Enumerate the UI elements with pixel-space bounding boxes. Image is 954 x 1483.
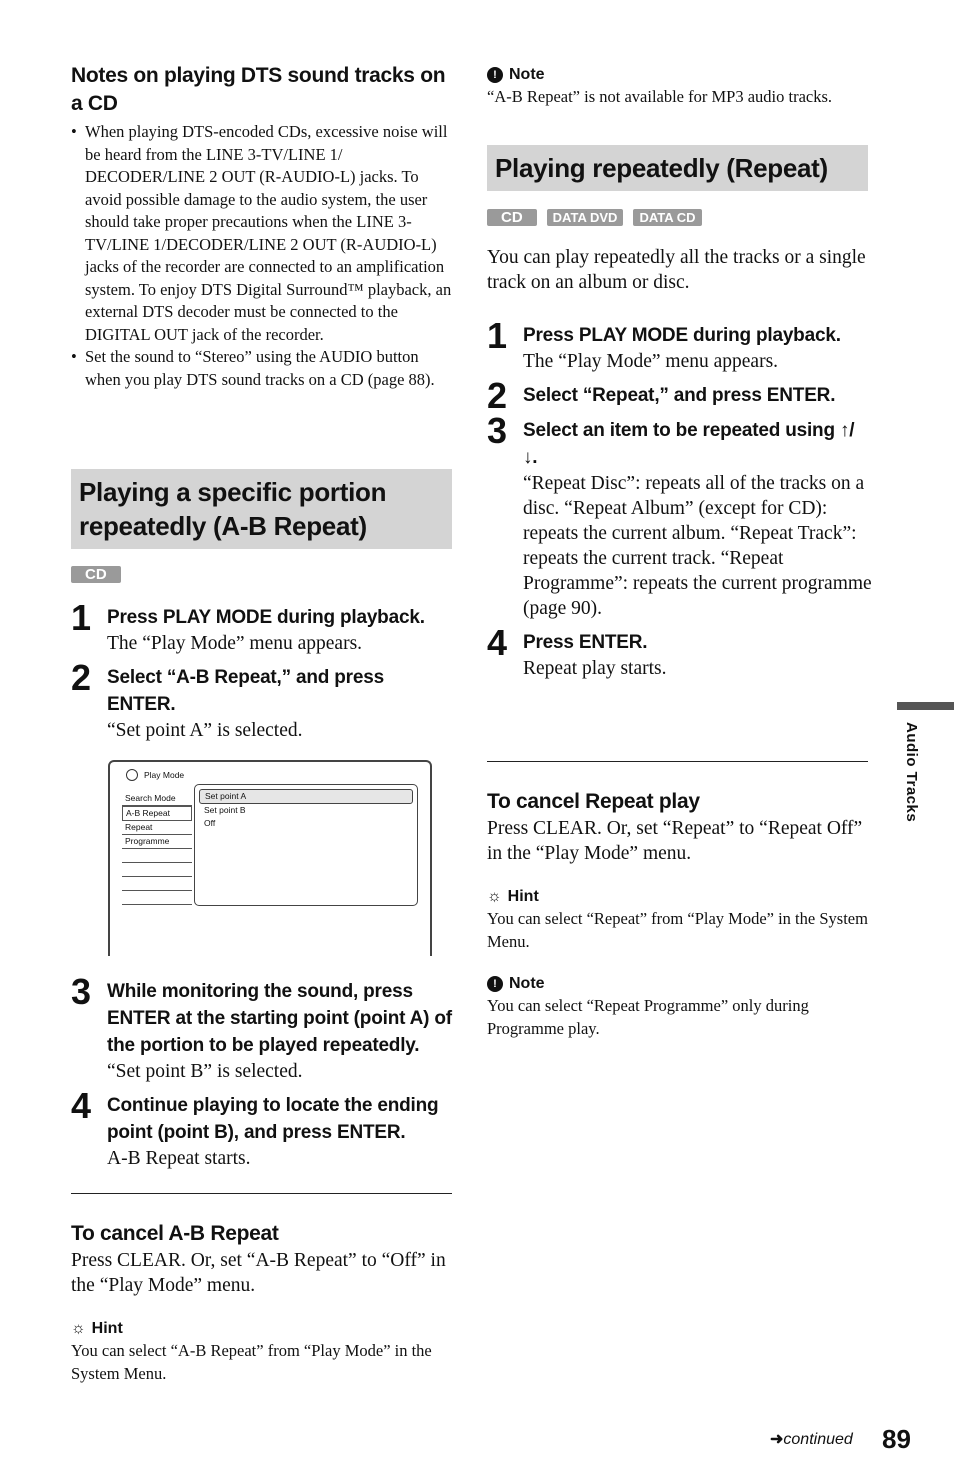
step-title: Press ENTER.: [523, 632, 648, 653]
menu-title-text: Play Mode: [144, 770, 185, 780]
note-header: [487, 973, 868, 995]
step-title: While monitoring the sound, press ENTER at the starting point (point A) of the portion to be played repeatedly.: [107, 981, 452, 1056]
note-icon: !: [487, 67, 503, 83]
step-title: Select “A-B Repeat,” and press ENTER.: [107, 667, 384, 715]
step-title: Press PLAY MODE during playback.: [107, 607, 425, 628]
menu-item: Repeat: [122, 821, 192, 835]
page-number: 89: [882, 1424, 911, 1454]
repeat-cancel-section: [487, 788, 868, 1040]
repeat-steps: [487, 316, 872, 681]
step-title: Continue playing to locate the ending point (point B), and press ENTER.: [107, 1095, 439, 1143]
step-number: 2: [71, 657, 92, 698]
repeat-step-1: [487, 315, 872, 374]
step-title: Press PLAY MODE during playback.: [523, 325, 841, 346]
play-mode-menu-figure: [108, 760, 432, 956]
hint-header: [71, 1318, 452, 1340]
data-dvd-badge: DATA DVD: [547, 209, 624, 226]
ab-repeat-banner: Playing a specific portion repeatedly (A-B Repeat): [71, 469, 452, 549]
menu-item: Search Mode: [122, 792, 192, 806]
ab-step-4: [71, 1085, 452, 1171]
menu-item: [122, 891, 192, 905]
step-desc: “Set point A” is selected.: [107, 720, 303, 741]
repeat-banner: Playing repeatedly (Repeat): [487, 145, 868, 191]
step-number: 1: [487, 315, 508, 356]
ab-cancel-text: Press CLEAR. Or, set “A-B Repeat” to “Off” in the “Play Mode” menu.: [71, 1250, 446, 1296]
step-number: 4: [71, 1085, 92, 1126]
ab-step-3: [71, 971, 452, 1084]
menu-item: [122, 849, 192, 863]
repeat-badges: [487, 209, 708, 227]
menu-item: [122, 863, 192, 877]
hint-text: You can select “A-B Repeat” from “Play Mode” in the System Menu.: [71, 1341, 432, 1383]
side-section-label: Audio Tracks: [903, 722, 920, 823]
continued-label: [770, 1429, 853, 1449]
step-title: Select an item to be repeated using ↑/ ↓.: [523, 420, 855, 468]
step-desc: “Set point B” is selected.: [107, 1061, 303, 1082]
continued-text: continued: [783, 1431, 853, 1448]
right-note-section: [487, 64, 872, 109]
hint-label: Hint: [91, 1320, 123, 1337]
menu-option: Off: [204, 818, 216, 828]
menu-title: [126, 769, 184, 781]
repeat-cancel-heading: To cancel Repeat play: [487, 790, 700, 813]
hint-header: [487, 886, 868, 908]
repeat-cancel-text: Press CLEAR. Or, set “Repeat” to “Repeat Off” in the “Play Mode” menu.: [487, 818, 863, 864]
repeat-step-3: [487, 410, 872, 621]
ab-cancel-section: [71, 1220, 452, 1385]
ab-step-2: [71, 657, 452, 743]
divider: [487, 761, 868, 762]
lightbulb-icon: ☼: [487, 888, 502, 905]
side-tab-marker: [897, 702, 954, 710]
menu-item-selected: A-B Repeat: [122, 806, 192, 821]
menu-option-selected: Set point A: [199, 789, 413, 804]
ab-cancel-heading: To cancel A-B Repeat: [71, 1222, 279, 1245]
dts-notes-heading: Notes on playing DTS sound tracks on a CD: [71, 64, 446, 115]
step-number: 3: [71, 971, 92, 1012]
step-number: 4: [487, 622, 508, 663]
repeat-step-4: [487, 622, 872, 681]
repeat-intro: You can play repeatedly all the tracks or a single track on an album or disc.: [487, 247, 866, 293]
step-number: 1: [71, 597, 92, 638]
step-desc: Repeat play starts.: [523, 658, 667, 679]
note-text: You can select “Repeat Programme” only during Programme play.: [487, 996, 809, 1038]
left-column: [71, 62, 452, 391]
disc-icon: [126, 769, 138, 781]
cd-badge: CD: [487, 209, 537, 226]
ab-step-1: [71, 597, 452, 656]
step-desc: A-B Repeat starts.: [107, 1148, 251, 1169]
step-number: 2: [487, 375, 508, 416]
repeat-step-2: [487, 375, 872, 416]
step-desc: “Repeat Disc”: repeats all of the tracks on a disc. “Repeat Album” (except for CD): repeats the current album. “Repeat Track”: repeats the current track. “Repeat Programme”: repeats the current programme (page 90).: [523, 473, 872, 619]
menu-option: Set point B: [204, 805, 246, 815]
note-header: [487, 64, 872, 86]
step-number: 3: [487, 410, 508, 451]
ab-badges: [71, 566, 127, 584]
note-label: Note: [509, 66, 545, 83]
ab-steps-3-4: [71, 972, 452, 1171]
note-label: Note: [509, 975, 545, 992]
note-text: “A-B Repeat” is not available for MP3 audio tracks.: [487, 87, 833, 106]
note-icon: !: [487, 976, 503, 992]
hint-label: Hint: [507, 888, 539, 905]
list-item: • When playing DTS-encoded CDs, excessive noise will be heard from the LINE 3-TV/LINE 1/ DECODER/LINE 2 OUT (R-AUDIO-L) jacks. To avoid possible damage to the audio system, the user should take proper precautions when the LINE 3-TV/LINE 1/DECODER/LINE 2 OUT (R-AUDIO-L) jacks of the recorder are connected to an amplification system. To enjoy DTS Digital Surround™ playback, an external DTS decoder must be connected to the DIGITAL OUT jack of the recorder.: [71, 121, 452, 346]
step-desc: The “Play Mode” menu appears.: [107, 633, 363, 654]
data-cd-badge: DATA CD: [633, 209, 701, 226]
cd-badge: CD: [71, 566, 121, 583]
divider: [71, 1193, 452, 1194]
ab-steps-1-2: [71, 598, 452, 743]
list-item: • Set the sound to “Stereo” using the AUDIO button when you play DTS sound tracks on a CD (page 88).: [71, 346, 452, 391]
lightbulb-icon: ☼: [71, 1320, 86, 1337]
menu-item: Programme: [122, 835, 192, 849]
hint-text: You can select “Repeat” from “Play Mode” in the System Menu.: [487, 909, 868, 951]
menu-item: [122, 877, 192, 891]
step-desc: The “Play Mode” menu appears.: [523, 351, 779, 372]
dts-notes-list: [71, 121, 452, 391]
arrow-right-icon: ➜: [770, 1431, 784, 1448]
menu-left-list: [122, 792, 192, 905]
menu-right-panel: [194, 784, 418, 906]
step-title: Select “Repeat,” and press ENTER.: [523, 385, 836, 406]
